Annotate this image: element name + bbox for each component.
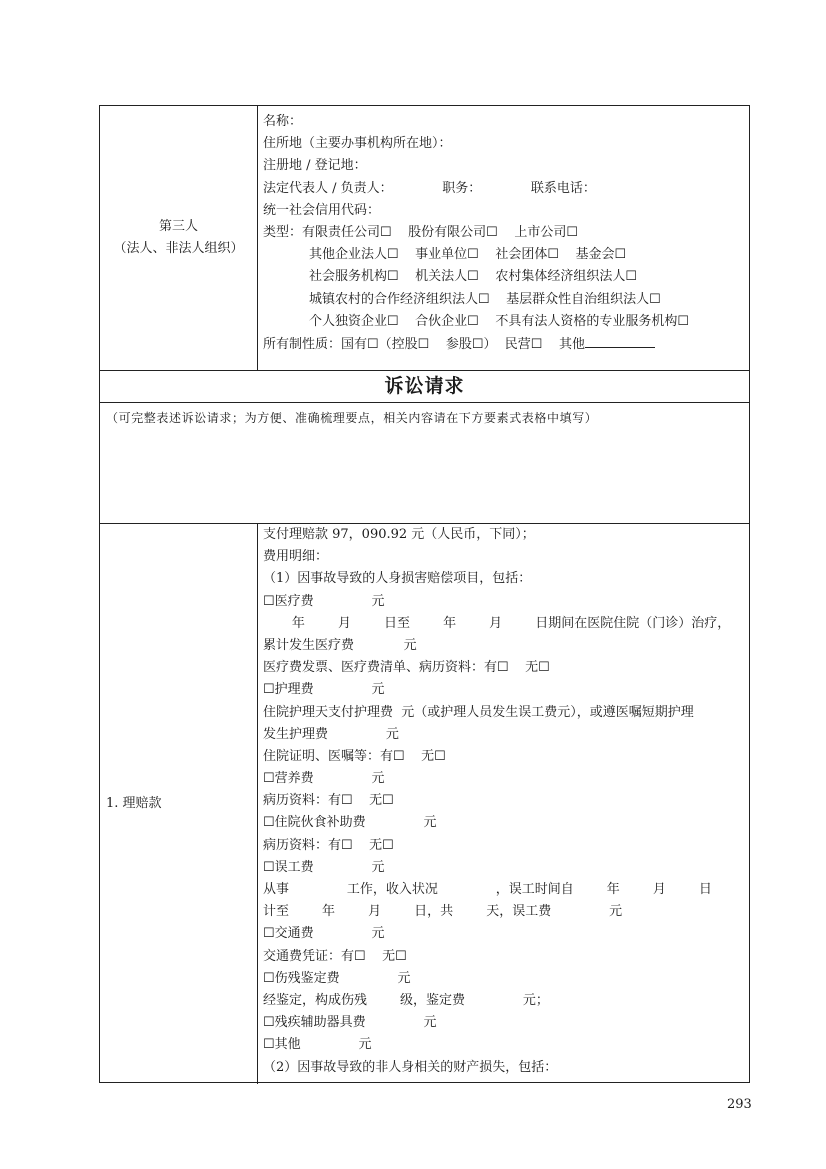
comp-line: ☐误工费 元 <box>263 859 385 875</box>
third-party-label: 第三人 <box>158 219 198 234</box>
page-number: 293 <box>727 1097 752 1112</box>
type-line-3: 社会服务机构☐ 机关法人☐ 农村集体经济组织法人☐ <box>309 269 638 285</box>
comp-line: 病历资料：有☐ 无☐ <box>263 837 394 853</box>
row-divider-2 <box>100 402 749 403</box>
comp-line: 住院护理天支付护理费 元（或护理人员发生误工费元），或遵医嘱短期护理 <box>263 704 694 720</box>
third-party-details <box>263 111 745 355</box>
type-line-4: 城镇农村的合作经济组织法人☐ 基层群众性自治组织法人☐ <box>309 291 661 307</box>
comp-line: 费用明细： <box>263 549 329 565</box>
type-line-2: 其他企业法人☐ 事业单位☐ 社会团体☐ 基金会☐ <box>309 247 627 263</box>
comp-line: 住院证明、医嘱等：有☐ 无☐ <box>263 748 446 764</box>
comp-line: 累计发生医疗费 元 <box>263 637 417 653</box>
comp-line: 计至 年 月 日，共 天，误工费 元 <box>263 904 623 920</box>
comp-line: ☐营养费 元 <box>263 771 385 787</box>
compensation-label-cell <box>100 523 257 1084</box>
comp-line: ☐伤残鉴定费 元 <box>263 970 411 986</box>
comp-line: ☐医疗费 元 <box>263 593 385 609</box>
address-line: 住所地（主要办事机构所在地）： <box>263 136 452 152</box>
comp-line: （2）因事故导致的非人身相关的财产损失，包括： <box>263 1059 558 1075</box>
compensation-label: 1. 理赔款 <box>106 795 162 811</box>
other-blank[interactable] <box>585 333 655 348</box>
name-line: 名称： <box>263 114 303 129</box>
comp-line: ☐住院伙食补助费 元 <box>263 815 437 831</box>
comp-line: ☐护理费 元 <box>263 682 385 698</box>
type-line-5: 个人独资企业☐ 合伙企业☐ 不具有法人资格的专业服务机构☐ <box>309 313 690 329</box>
comp-line: 年 月 日至 年 月 日期间在医院住院（门诊）治疗， <box>263 615 731 631</box>
comp-line: （1）因事故导致的人身损害赔偿项目，包括： <box>263 571 532 587</box>
ownership-text: 所有制性质：国有☐（控股☐ 参股☐） 民营☐ 其他 <box>263 336 585 352</box>
comp-line: 医疗费发票、医疗费清单、病历资料：有☐ 无☐ <box>263 660 550 676</box>
column-divider-top <box>257 106 258 370</box>
claims-note: （可完整表述诉讼请求；为方便、准确梳理要点，相关内容请在下方要素式表格中填写） <box>106 411 598 425</box>
type-line-1: 类型：有限责任公司☐ 股份有限公司☐ 上市公司☐ <box>263 224 579 240</box>
comp-line: ☐交通费 元 <box>263 926 385 942</box>
comp-line: 发生护理费 元 <box>263 726 399 742</box>
third-party-label-cell <box>100 106 257 370</box>
ownership-line <box>263 333 745 355</box>
comp-line: 交通费凭证：有☐ 无☐ <box>263 948 407 964</box>
claims-heading: 诉讼请求 <box>384 375 465 397</box>
form-table <box>99 105 750 1083</box>
comp-line: ☐其他 元 <box>263 1037 372 1053</box>
representative-line: 法定代表人 / 负责人： 职务： 联系电话： <box>263 180 596 196</box>
comp-line: 从事 工作，收入状况 ，误工时间自 年 月 日 <box>263 882 712 897</box>
comp-line: 支付理赔款 97，090.92 元（人民币，下同）； <box>263 527 535 542</box>
compensation-details <box>263 524 745 1079</box>
registration-line: 注册地 / 登记地： <box>263 158 367 174</box>
comp-line: 病历资料：有☐ 无☐ <box>263 793 394 809</box>
third-party-sublabel: （法人、非法人组织） <box>113 241 244 256</box>
column-divider-bottom <box>257 523 258 1084</box>
comp-line: 经鉴定，构成伤残 级，鉴定费 元； <box>263 992 549 1008</box>
credit-code-line: 统一社会信用代码： <box>263 202 381 218</box>
comp-line: ☐残疾辅助器具费 元 <box>263 1015 437 1031</box>
